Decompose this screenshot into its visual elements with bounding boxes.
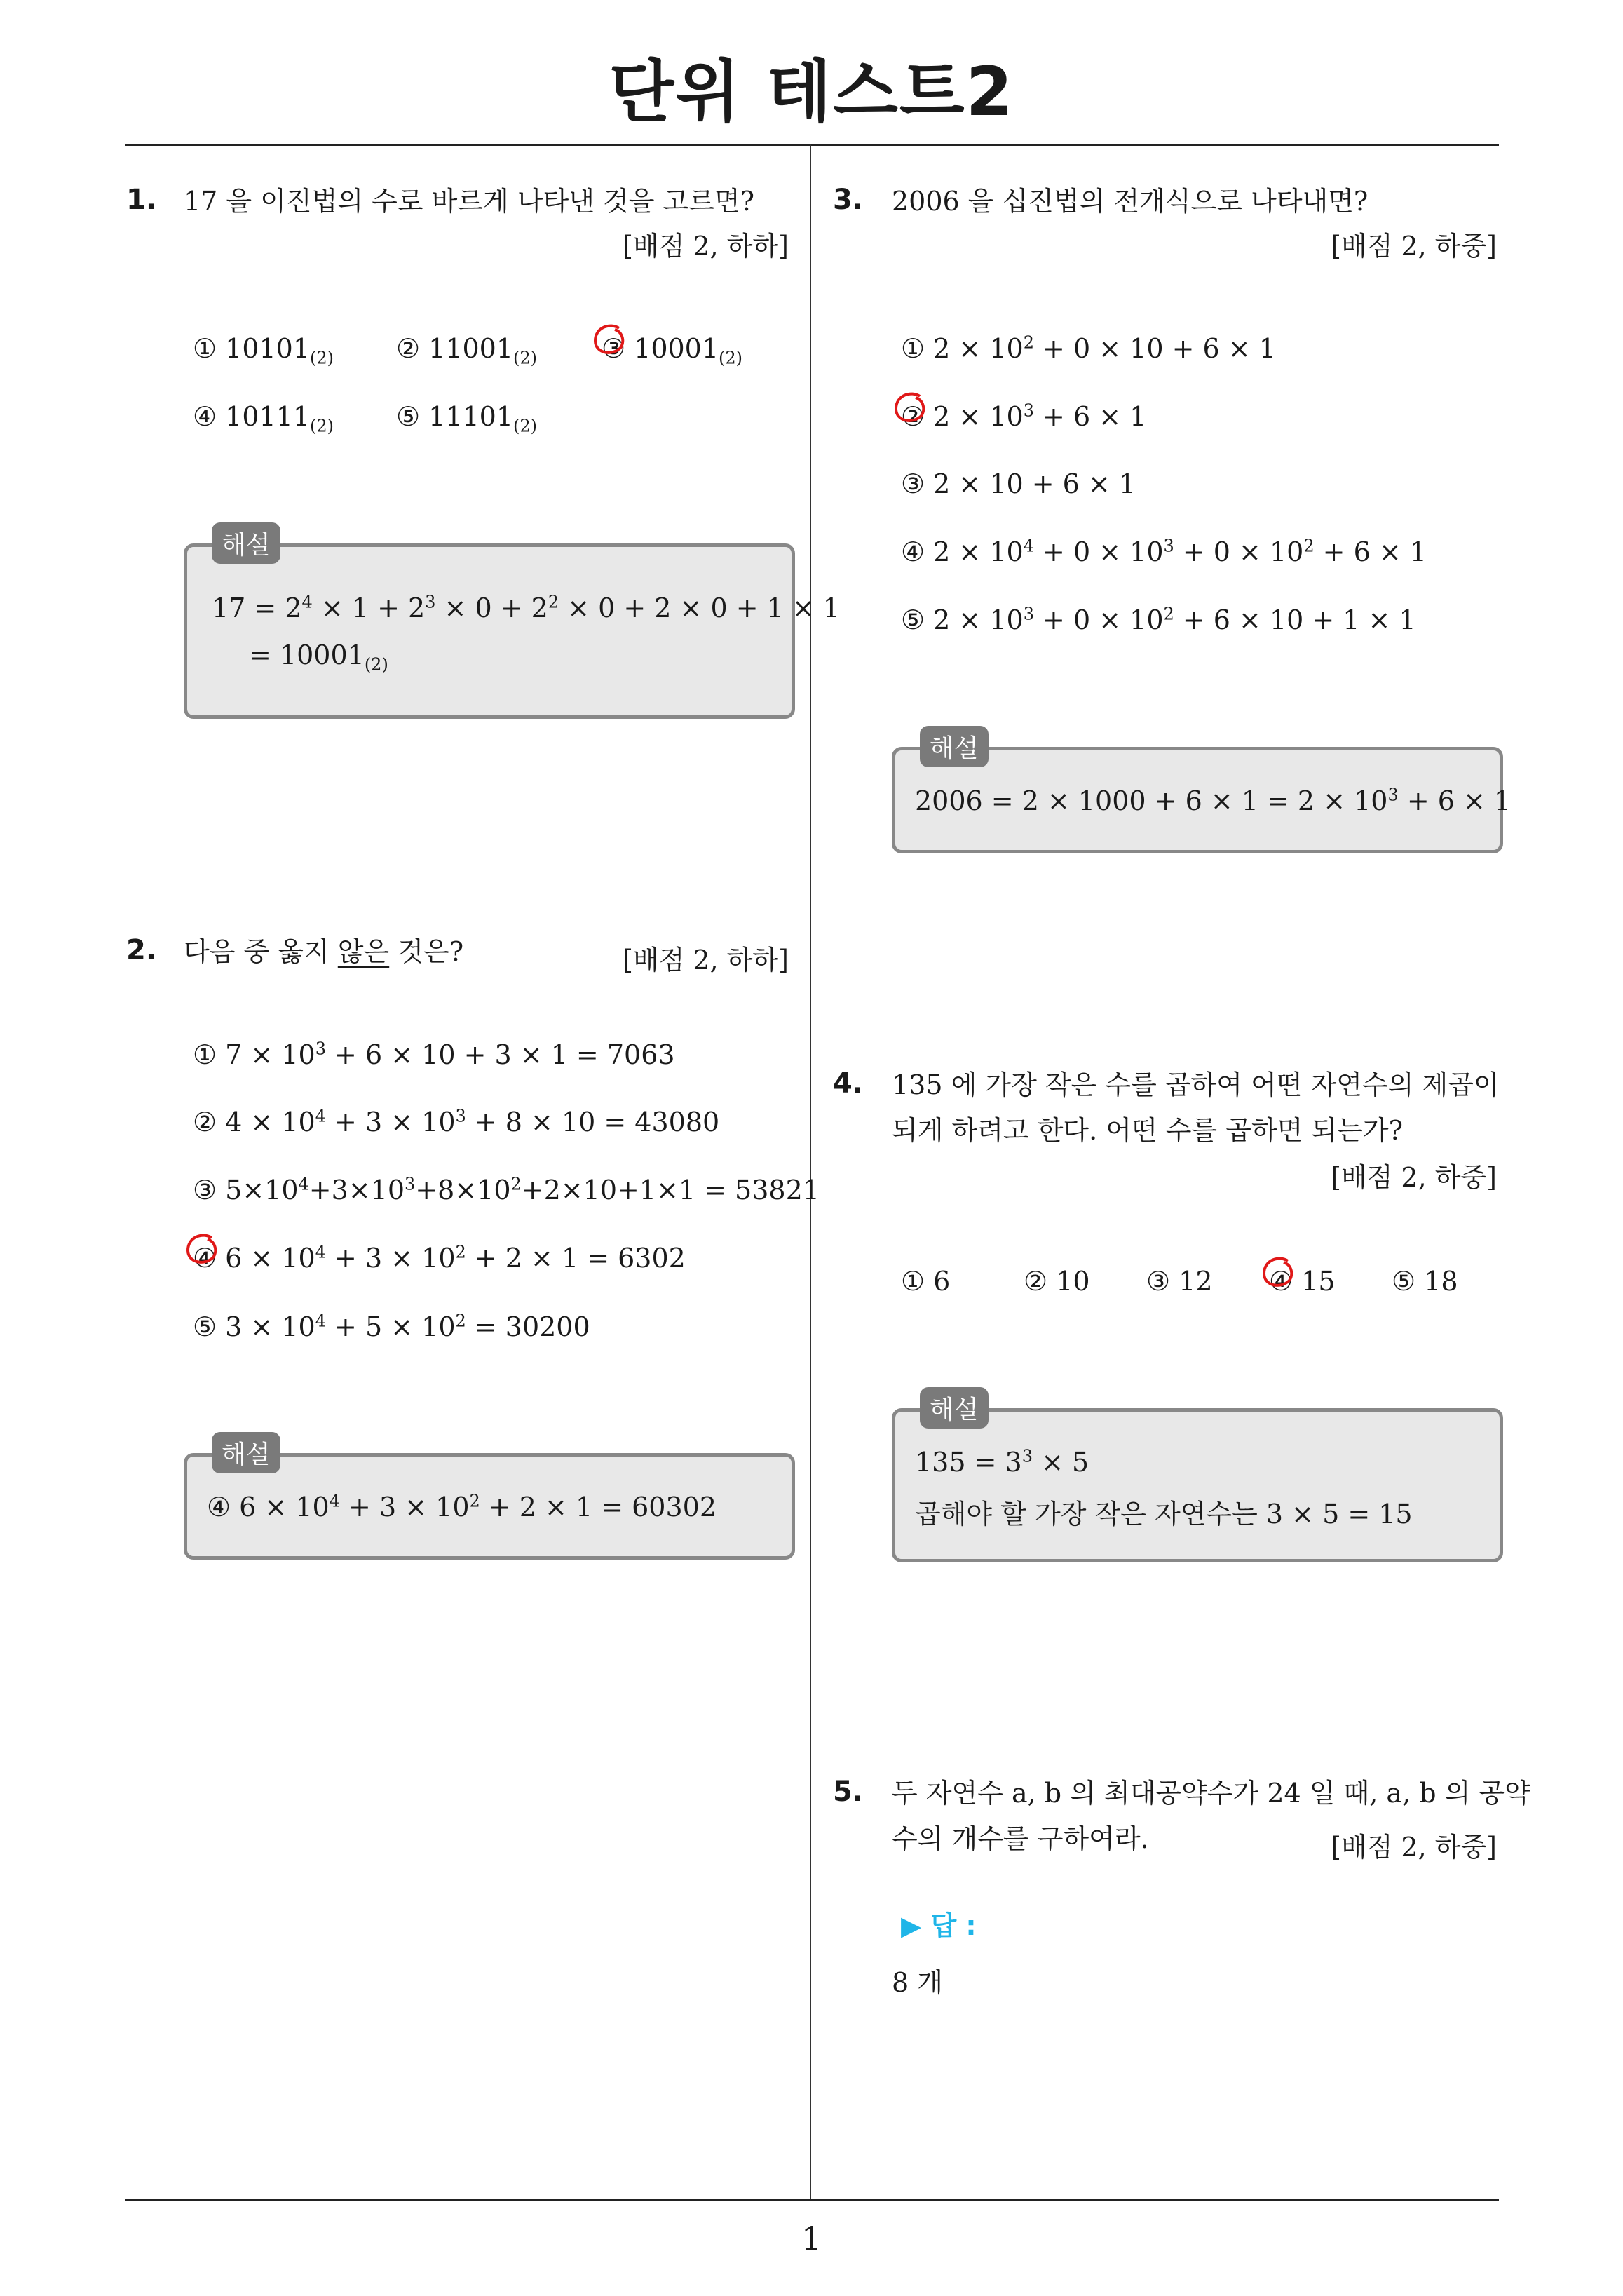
option-2[interactable]: ② $2 \times 10^3 + 6 \times 1$	[901, 400, 1147, 432]
answer-text: 8 개	[892, 1967, 943, 1998]
option-5[interactable]: ⑤ $3 \times 10^4 + 5 \times 10^2 = 30200$	[193, 1311, 590, 1342]
selected-circle-icon	[892, 391, 927, 426]
option-4[interactable]: ④ $6 \times 10^4 + 3 \times 10^2 + 2 \times 1 = 6302$	[193, 1242, 686, 1274]
question-score: [배점 2, 하중]	[1331, 1832, 1497, 1863]
question-number: 2.	[126, 934, 157, 966]
option-1[interactable]: ① $10101_{(2)}$	[193, 333, 334, 368]
question-number: 4.	[833, 1067, 864, 1100]
solution-box	[184, 543, 795, 719]
solution-line: $135 = 3^3 \times 5$	[915, 1446, 1089, 1478]
option-3[interactable]: ③ 2 × 10 + 6 × 1	[901, 468, 1136, 499]
option-5[interactable]: ⑤ 18	[1392, 1266, 1458, 1297]
option-5[interactable]: ⑤ $2 \times 10^3 + 0 \times 10^2 + 6 \times 10 + 1 \times 1$	[901, 604, 1416, 635]
question-score: [배점 2, 하하]	[623, 231, 789, 262]
option-4[interactable]: ④ $2 \times 10^4 + 0 \times 10^3 + 0 \times 10^2 + 6 \times 1$	[901, 536, 1427, 567]
page-number: 1	[801, 2220, 822, 2257]
selected-circle-icon	[591, 323, 626, 358]
question-number: 3.	[833, 184, 864, 216]
column-divider	[810, 144, 811, 2199]
question-text: 두 자연수 a, b 의 최대공약수가 24 일 때, a, b 의 공약	[892, 1778, 1530, 1809]
question-text: 수의 개수를 구하여라.	[892, 1823, 1149, 1854]
option-4[interactable]: ④ $10111_{(2)}$	[193, 401, 334, 436]
option-3[interactable]: ③ 12	[1146, 1266, 1213, 1297]
question-score: [배점 2, 하중]	[1331, 231, 1497, 262]
option-5[interactable]: ⑤ $11101_{(2)}$	[396, 401, 538, 436]
solution-tag: 해설	[212, 1432, 280, 1473]
option-4[interactable]: ④ 15	[1269, 1266, 1336, 1297]
question-text: 17 을 이진법의 수로 바르게 나타낸 것을 고르면?	[184, 186, 755, 217]
question-number: 1.	[126, 184, 157, 216]
option-2[interactable]: ② $4 \times 10^4 + 3 \times 10^3 + 8 \times 10 = 43080$	[193, 1106, 720, 1137]
question-score: [배점 2, 하중]	[1331, 1162, 1497, 1193]
solution-line: ④ $6 \times 10^4 + 3 \times 10^2 + 2 \times 1 = 60302$	[207, 1491, 717, 1522]
solution-line: $17 = 2^4 \times 1 + 2^3 \times 0 + 2^2 \times 0 + 2 \times 0 + 1 \times 1$	[212, 592, 840, 623]
page-title: 단위 테스트2	[609, 53, 1014, 131]
question-text: 135 에 가장 작은 수를 곱하여 어떤 자연수의 제곱이	[892, 1069, 1500, 1100]
option-2[interactable]: ② 10	[1024, 1266, 1090, 1297]
option-1[interactable]: ① $2 \times 10^2 + 0 \times 10 + 6 \times 1$	[901, 332, 1276, 364]
question-text: 2006 을 십진법의 전개식으로 나타내면?	[892, 186, 1369, 217]
option-2[interactable]: ② $11001_{(2)}$	[396, 333, 538, 368]
footer-rule	[125, 2199, 1499, 2201]
selected-circle-icon	[1260, 1255, 1295, 1290]
question-number: 5.	[833, 1776, 864, 1808]
solution-box	[892, 1408, 1503, 1562]
option-1[interactable]: ① $7 \times 10^3 + 6 \times 10 + 3 \times 1 = 7063$	[193, 1039, 675, 1070]
question-text: 되게 하려고 한다. 어떤 수를 곱하면 되는가?	[892, 1115, 1403, 1146]
solution-line: = $10001_{(2)}$	[249, 640, 388, 675]
selected-circle-icon	[184, 1232, 219, 1267]
option-3[interactable]: ③ $5\times 10^4+3\times 10^3+8\times 10^2+2\times 10+1\times 1 = 53821$	[193, 1174, 820, 1206]
question-score: [배점 2, 하하]	[623, 945, 789, 975]
solution-tag: 해설	[920, 1387, 989, 1429]
solution-tag: 해설	[212, 522, 280, 564]
option-1[interactable]: ① 6	[901, 1266, 951, 1297]
solution-line: 곱해야 할 가장 작은 자연수는 3 × 5 = 15	[915, 1499, 1413, 1529]
solution-tag: 해설	[920, 726, 989, 767]
solution-line: $2006 = 2 \times 1000 + 6 \times 1 = 2 \times 10^3 + 6 \times 1$	[915, 785, 1512, 816]
header-rule	[125, 144, 1499, 146]
question-text: 다음 중 옳지 않은 것은?	[184, 936, 464, 967]
answer-label: ▶ 답 :	[901, 1910, 977, 1941]
option-3[interactable]: ③ $10001_{(2)}$	[602, 333, 743, 368]
